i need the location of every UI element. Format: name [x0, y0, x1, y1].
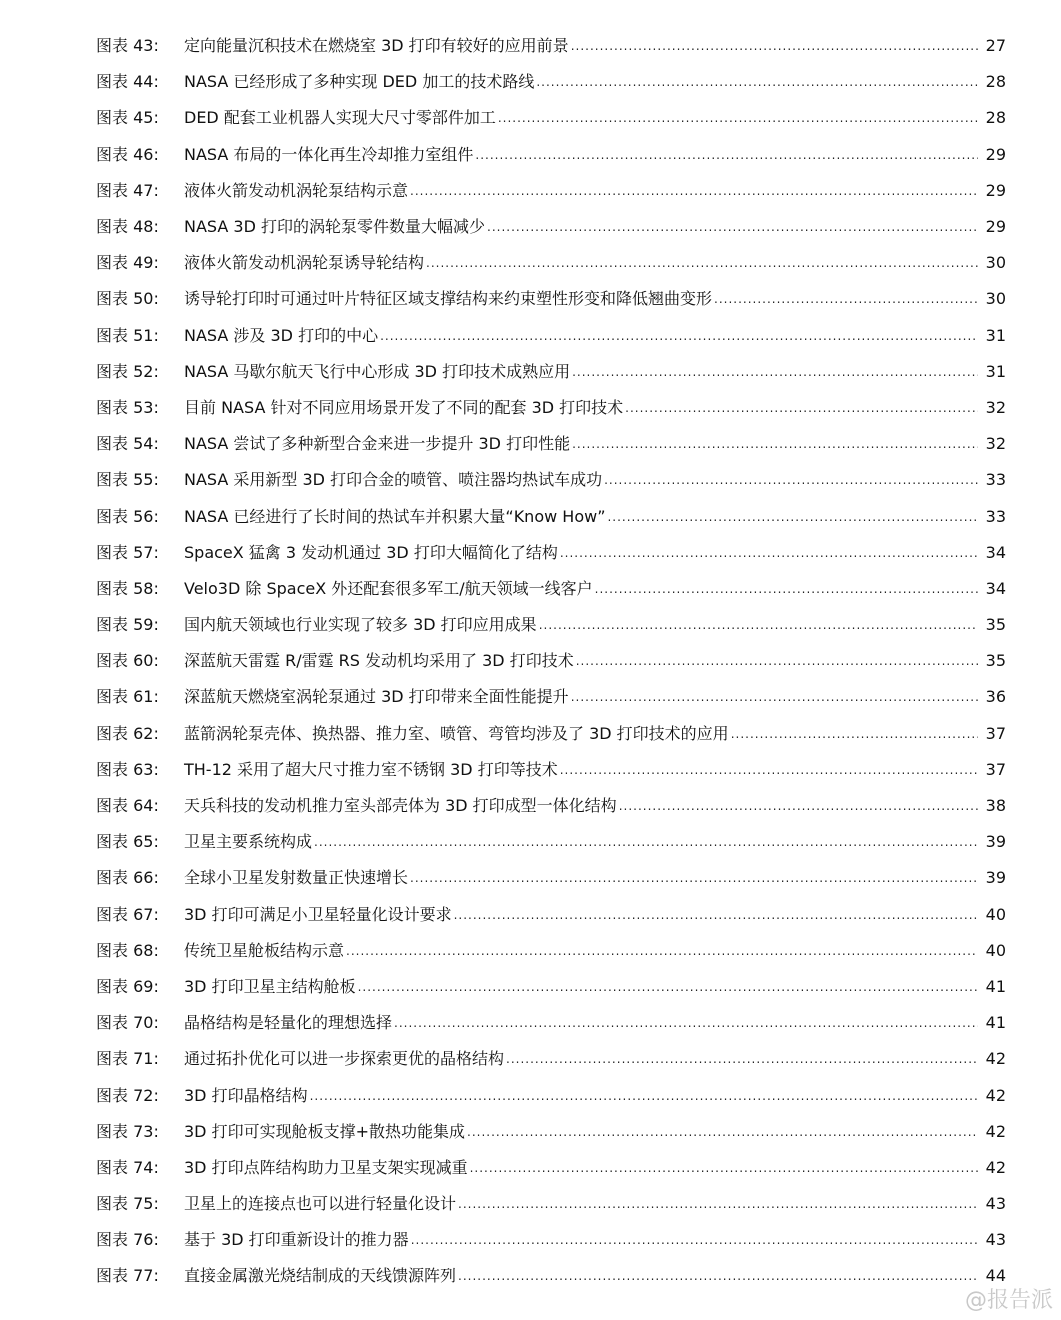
toc-entry[interactable] [96, 752, 1006, 788]
page-number: 31 [985, 325, 1006, 345]
page-number: 28 [985, 72, 1006, 92]
figure-title: 目前 NASA 针对不同应用场景开发了不同的配套 3D 打印技术 [184, 397, 624, 417]
toc-entry[interactable] [96, 209, 1006, 245]
figure-title: 国内航天领域也行业实现了较多 3D 打印应用成果 [184, 615, 537, 635]
toc-entry[interactable] [96, 643, 1006, 679]
watermark: @报告派 [964, 1288, 1053, 1313]
page-number: 35 [985, 615, 1006, 635]
toc-entry[interactable] [96, 607, 1006, 643]
dot-leader [731, 724, 978, 744]
figure-title: 诱导轮打印时可通过叶片特征区域支撑结构来约束塑性形变和降低翘曲变形 [184, 289, 713, 309]
figure-label: 图表 76: [96, 1230, 159, 1250]
toc-entry[interactable] [96, 679, 1006, 715]
page-number: 29 [985, 180, 1006, 200]
page-number: 42 [985, 1157, 1006, 1177]
toc-entry[interactable] [96, 571, 1006, 607]
figure-title: 3D 打印可实现舱板支撑+散热功能集成 [184, 1121, 465, 1141]
figure-label: 图表 53: [96, 397, 159, 417]
figure-label: 图表 52: [96, 361, 159, 381]
dot-leader [625, 398, 978, 418]
page-number: 41 [985, 976, 1006, 996]
figure-title: 深蓝航天燃烧室涡轮泵通过 3D 打印带来全面性能提升 [184, 687, 569, 707]
figure-label: 图表 73: [96, 1121, 159, 1141]
dot-leader [380, 326, 978, 346]
dot-leader [536, 72, 978, 92]
dot-leader [394, 1013, 978, 1033]
dot-leader [458, 1194, 978, 1214]
figure-label: 图表 71: [96, 1049, 159, 1069]
page-number: 32 [985, 397, 1006, 417]
dot-leader [607, 507, 978, 527]
dot-leader [572, 362, 978, 382]
figure-label: 图表 44: [96, 72, 159, 92]
figure-title: 3D 打印可满足小卫星轻量化设计要求 [184, 904, 452, 924]
figure-title: 3D 打印晶格结构 [184, 1085, 308, 1105]
figure-label: 图表 69: [96, 976, 159, 996]
toc-entry[interactable] [96, 824, 1006, 860]
toc-entry[interactable] [96, 390, 1006, 426]
figure-label: 图表 45: [96, 108, 159, 128]
toc-entry[interactable] [96, 1186, 1006, 1222]
page-number: 31 [985, 361, 1006, 381]
dot-leader [571, 36, 978, 56]
dot-leader [410, 868, 978, 888]
figure-title: 3D 打印卫星主结构舱板 [184, 976, 356, 996]
figure-title: 液体火箭发动机涡轮泵诱导轮结构 [184, 253, 425, 273]
figure-title: 基于 3D 打印重新设计的推力器 [184, 1230, 409, 1250]
dot-leader [506, 1049, 978, 1069]
figure-label: 图表 67: [96, 904, 159, 924]
figure-label: 图表 68: [96, 940, 159, 960]
figure-title: 卫星上的连接点也可以进行轻量化设计 [184, 1194, 457, 1214]
toc-entry[interactable] [96, 137, 1006, 173]
dot-leader [560, 543, 978, 563]
dot-leader [310, 1086, 978, 1106]
toc-entry[interactable] [96, 535, 1006, 571]
figure-title: DED 配套工业机器人实现大尺寸零部件加工 [184, 108, 496, 128]
toc-entry[interactable] [96, 100, 1006, 136]
figure-label: 图表 64: [96, 796, 159, 816]
figure-label: 图表 56: [96, 506, 159, 526]
toc-entry[interactable] [96, 1077, 1006, 1113]
figure-label: 图表 43: [96, 36, 159, 56]
dot-leader [358, 977, 978, 997]
figure-title: 定向能量沉积技术在燃烧室 3D 打印有较好的应用前景 [184, 36, 569, 56]
figure-title: NASA 涉及 3D 打印的中心 [184, 325, 379, 345]
dot-leader [346, 941, 978, 961]
figure-label: 图表 48: [96, 217, 159, 237]
page-number: 30 [985, 289, 1006, 309]
toc-entry[interactable] [96, 788, 1006, 824]
figure-label: 图表 60: [96, 651, 159, 671]
dot-leader [604, 470, 978, 490]
figure-label: 图表 47: [96, 180, 159, 200]
figure-title: 卫星主要系统构成 [184, 832, 313, 852]
figure-title: 直接金属激光烧结制成的天线馈源阵列 [184, 1266, 457, 1286]
figure-label: 图表 46: [96, 144, 159, 164]
page-number: 30 [985, 253, 1006, 273]
toc-entry[interactable] [96, 897, 1006, 933]
page-number: 39 [985, 832, 1006, 852]
dot-leader [560, 760, 978, 780]
page-number: 33 [985, 470, 1006, 490]
figure-label: 图表 57: [96, 542, 159, 562]
toc-entry[interactable] [96, 1222, 1006, 1258]
figure-title: 液体火箭发动机涡轮泵结构示意 [184, 180, 409, 200]
figure-label: 图表 54: [96, 434, 159, 454]
dot-leader [572, 434, 978, 454]
dot-leader [619, 796, 978, 816]
dot-leader [454, 905, 978, 925]
toc-entry[interactable] [96, 318, 1006, 354]
figure-title: 3D 打印点阵结构助力卫星支架实现减重 [184, 1157, 468, 1177]
page-number: 40 [985, 940, 1006, 960]
figure-label: 图表 55: [96, 470, 159, 490]
page-number: 32 [985, 434, 1006, 454]
toc-entry[interactable] [96, 426, 1006, 462]
toc-entry[interactable] [96, 1150, 1006, 1186]
page-number: 42 [985, 1049, 1006, 1069]
page-number: 33 [985, 506, 1006, 526]
figure-title: 天兵科技的发动机推力室头部壳体为 3D 打印成型一体化结构 [184, 796, 617, 816]
page-number: 42 [985, 1121, 1006, 1141]
toc-entry[interactable] [96, 354, 1006, 390]
figure-label: 图表 65: [96, 832, 159, 852]
dot-leader [426, 253, 978, 273]
figure-title: NASA 尝试了多种新型合金来进一步提升 3D 打印性能 [184, 434, 571, 454]
toc-entry[interactable] [96, 1041, 1006, 1077]
toc-entry[interactable] [96, 498, 1006, 534]
toc-entry[interactable] [96, 716, 1006, 752]
page-number: 38 [985, 796, 1006, 816]
page-number: 44 [985, 1266, 1006, 1286]
page-number: 39 [985, 868, 1006, 888]
dot-leader [475, 145, 978, 165]
page-number: 40 [985, 904, 1006, 924]
page-number: 36 [985, 687, 1006, 707]
dot-leader [571, 687, 978, 707]
toc-entry[interactable] [96, 860, 1006, 896]
dot-leader [410, 181, 978, 201]
page-number: 29 [985, 144, 1006, 164]
toc-entry[interactable] [96, 64, 1006, 100]
figure-label: 图表 63: [96, 759, 159, 779]
figure-label: 图表 49: [96, 253, 159, 273]
page-number: 28 [985, 108, 1006, 128]
page-number: 43 [985, 1230, 1006, 1250]
toc-entry[interactable] [96, 969, 1006, 1005]
figure-title: 蓝箭涡轮泵壳体、换热器、推力室、喷管、弯管均涉及了 3D 打印技术的应用 [184, 723, 729, 743]
page-number: 27 [985, 36, 1006, 56]
table-of-figures [96, 28, 1006, 1295]
page-number: 34 [985, 542, 1006, 562]
page-number: 43 [985, 1194, 1006, 1214]
dot-leader [470, 1158, 978, 1178]
figure-title: 深蓝航天雷霆 R/雷霆 RS 发动机均采用了 3D 打印技术 [184, 651, 574, 671]
toc-entry[interactable] [96, 462, 1006, 498]
dot-leader [411, 1230, 978, 1250]
figure-title: SpaceX 猛禽 3 发动机通过 3D 打印大幅简化了结构 [184, 542, 558, 562]
figure-title: NASA 布局的一体化再生冷却推力室组件 [184, 144, 474, 164]
figure-label: 图表 61: [96, 687, 159, 707]
figure-title: NASA 3D 打印的涡轮泵零件数量大幅减少 [184, 217, 485, 237]
dot-leader [487, 217, 978, 237]
page-number: 42 [985, 1085, 1006, 1105]
figure-label: 图表 66: [96, 868, 159, 888]
figure-title: TH-12 采用了超大尺寸推力室不锈钢 3D 打印等技术 [184, 759, 558, 779]
figure-title: 通过拓扑优化可以进一步探索更优的晶格结构 [184, 1049, 505, 1069]
figure-label: 图表 72: [96, 1085, 159, 1105]
figure-title: Velo3D 除 SpaceX 外还配套很多军工/航天领域一线客户 [184, 578, 593, 598]
figure-title: 晶格结构是轻量化的理想选择 [184, 1013, 393, 1033]
page-number: 29 [985, 217, 1006, 237]
dot-leader [314, 832, 978, 852]
dot-leader [576, 651, 978, 671]
toc-entry[interactable] [96, 1258, 1006, 1294]
dot-leader [595, 579, 978, 599]
figure-label: 图表 50: [96, 289, 159, 309]
dot-leader [458, 1266, 978, 1286]
page-number: 35 [985, 651, 1006, 671]
figure-label: 图表 51: [96, 325, 159, 345]
dot-leader [467, 1122, 978, 1142]
figure-title: 传统卫星舱板结构示意 [184, 940, 345, 960]
toc-entry[interactable] [96, 1114, 1006, 1150]
figure-title: NASA 已经进行了长时间的热试车并积累大量“Know How” [184, 506, 606, 526]
toc-entry[interactable] [96, 245, 1006, 281]
figure-label: 图表 70: [96, 1013, 159, 1033]
figure-label: 图表 59: [96, 615, 159, 635]
dot-leader [714, 289, 978, 309]
figure-label: 图表 58: [96, 578, 159, 598]
page-number: 34 [985, 578, 1006, 598]
figure-label: 图表 75: [96, 1194, 159, 1214]
page-number: 37 [985, 759, 1006, 779]
toc-entry[interactable] [96, 173, 1006, 209]
figure-label: 图表 74: [96, 1157, 159, 1177]
toc-entry[interactable] [96, 281, 1006, 317]
figure-title: NASA 马歇尔航天飞行中心形成 3D 打印技术成熟应用 [184, 361, 571, 381]
page-number: 37 [985, 723, 1006, 743]
figure-title: NASA 采用新型 3D 打印合金的喷管、喷注器均热试车成功 [184, 470, 603, 490]
figure-label: 图表 62: [96, 723, 159, 743]
toc-entry[interactable] [96, 933, 1006, 969]
page-number: 41 [985, 1013, 1006, 1033]
figure-label: 图表 77: [96, 1266, 159, 1286]
dot-leader [539, 615, 978, 635]
toc-entry[interactable] [96, 1005, 1006, 1041]
figure-title: 全球小卫星发射数量正快速增长 [184, 868, 409, 888]
toc-entry[interactable] [96, 28, 1006, 64]
figure-title: NASA 已经形成了多种实现 DED 加工的技术路线 [184, 72, 535, 92]
dot-leader [498, 108, 978, 128]
